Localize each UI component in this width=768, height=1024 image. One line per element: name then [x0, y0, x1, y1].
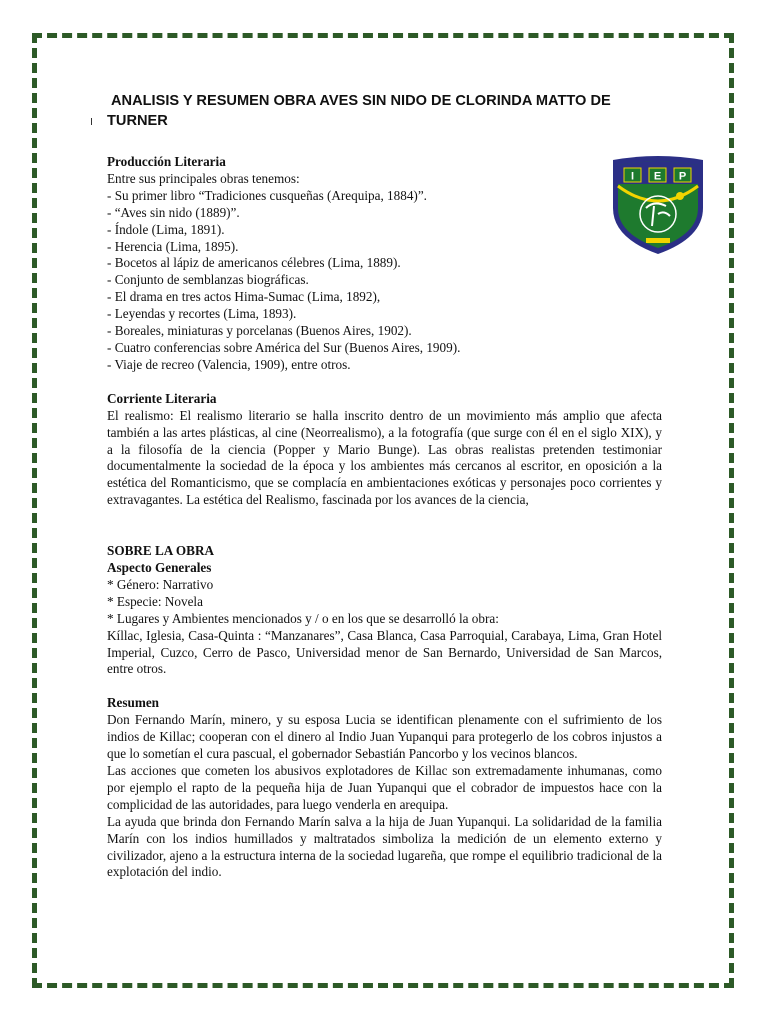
svg-text:E: E	[653, 170, 662, 183]
list-item: - Conjunto de semblanzas biográficas.	[107, 272, 309, 288]
list-item: - Su primer libro “Tradiciones cusqueñas (Arequipa, 1884)”.	[107, 187, 427, 203]
lugares-text: Kíllac, Iglesia, Casa-Quinta : “Manzanares”, Casa Blanca, Casa Parroquial, Carabaya, Lima, Gran Hotel Imperial, Cuzco, Cerro de Pasco, Universidad menor de San Bernardo, Universidad de San Marcos, entre otros.	[107, 627, 662, 677]
corriente-paragraph: El realismo: El realismo literario se halla inscrito dentro de un movimiento más amplio que afecta también a las artes plásticas, al cine (Neorrealismo), a la fotografía (que surge con él en el siglo XIX), y a la filosofía de la ciencia (Popper y Mario Bunge). Las obras realistas pretenden testimoniar documentalmente la sociedad de la época y los ambientes más cercanos al escritor, en oposición a la estética del Romanticismo, que se complacía en ambientaciones exóticas y personajes poco corrientes y extravagantes. La estética del Realismo, fascinada por los avances de la ciencia,	[107, 407, 662, 508]
produccion-section	[107, 154, 592, 374]
list-item: - Herencia (Lima, 1895).	[107, 238, 239, 254]
svg-text:P: P	[678, 170, 687, 183]
resumen-heading: Resumen	[107, 695, 160, 711]
produccion-heading: Producción Literaria	[107, 154, 226, 169]
list-item: - Boreales, miniaturas y porcelanas (Buenos Aires, 1902).	[107, 323, 412, 339]
list-item: - Cuatro conferencias sobre América del Sur (Buenos Aires, 1909).	[107, 339, 461, 355]
resumen-paragraph: Las acciones que cometen los abusivos explotadores de Killac son extremadamente inhumanas, como por ejemplo el rapto de la pequeña hija de Juan Yupanqui que el cobrador de impuestos hace con la complicidad de las autoridades, para luego venderla en arequipa.	[107, 763, 662, 812]
resumen-paragraph: Don Fernando Marín, minero, y su esposa Lucia se identifican plenamente con el sufrimiento de los indios de Killac; cooperan con el dinero al Indio Juan Yupanqui para protegerlo de los cobros injustos a que lo sometían el cura pascual, el gobernador Sebastián Pancorbo y los vecinos blancos.	[107, 712, 662, 762]
document-body	[107, 154, 662, 881]
especie-line: * Especie: Novela	[107, 593, 203, 609]
title-line-1: ANALISIS Y RESUMEN OBRA AVES SIN NIDO DE CLORINDA MATTO DE	[111, 93, 611, 109]
list-item: - Bocetos al lápiz de americanos célebres (Lima, 1889).	[107, 255, 401, 271]
svg-text:I: I	[630, 170, 635, 183]
genero-line: * Género: Narrativo	[107, 576, 214, 592]
corriente-heading: Corriente Literaria	[107, 390, 217, 406]
aspecto-heading: Aspecto Generales	[107, 560, 212, 576]
obra-heading: SOBRE LA OBRA	[107, 543, 214, 559]
list-item: - El drama en tres actos Hima-Sumac (Lima, 1892),	[107, 289, 381, 305]
list-item: - Leyendas y recortes (Lima, 1893).	[107, 306, 297, 322]
lugares-label: * Lugares y Ambientes mencionados y / o en los que se desarrolló la obra:	[107, 610, 499, 626]
title-line-2: TURNER	[107, 112, 168, 129]
document-title	[107, 92, 667, 131]
resumen-paragraph: La ayuda que brinda don Fernando Marín salva a la hija de Juan Yupanqui. La solidaridad de la familia Marín con los indios humillados y maltratados simboliza la medición de un elemento externo y civilizador, ajeno a la estructura interna de la sociedad lugareña, que rompe el equilibrio tradicional de la explotación del indio.	[107, 813, 662, 880]
produccion-intro: Entre sus principales obras tenemos:	[107, 170, 300, 186]
list-item: - Viaje de recreo (Valencia, 1909), entre otros.	[107, 356, 351, 372]
margin-mark	[91, 118, 92, 125]
list-item: - “Aves sin nido (1889)”.	[107, 204, 240, 220]
list-item: - Índole (Lima, 1891).	[107, 221, 225, 237]
